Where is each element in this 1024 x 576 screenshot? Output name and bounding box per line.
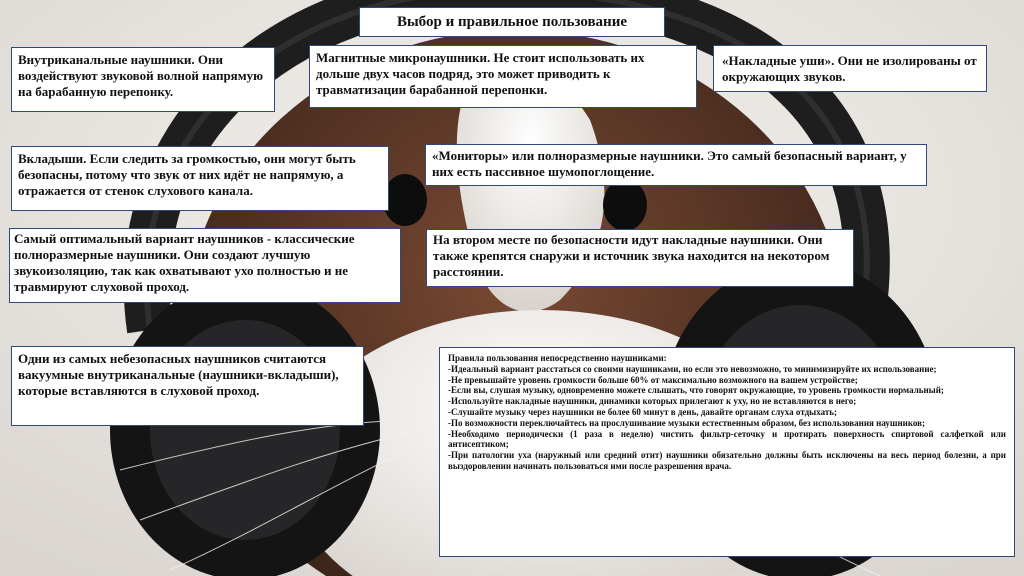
rules-item: -Слушайте музыку через наушники не более 60 минут в день, давайте органам слуха отдыхать; bbox=[448, 406, 838, 417]
rules-item: -Не превышайте уровень громкости больше 60% от максимально возможного на вашем устройстве; bbox=[448, 374, 858, 385]
text-box-on-ear-ears: «Накладные уши». Они не изолированы от окружающих звуков. bbox=[713, 45, 987, 92]
text-box-earbuds: Вкладыши. Если следить за громкостью, они могут быть безопасны, потому что звук от них идёт не напрямую, а отражается от стенок слухового канала. bbox=[11, 146, 389, 211]
rules-heading: Правила пользования непосредственно наушниками: bbox=[448, 353, 667, 363]
rules-item: -По возможности переключайтесь на прослушивание музыки естественным образом, без использования наушников; bbox=[448, 417, 926, 428]
rules-item: -При патологии уха (наружный или средний отит) наушники обязательно должны быть исключены на весь период болезни, а при выздоровлении начинать пользоваться ими после разрешения врача. bbox=[448, 450, 1006, 471]
text-box-in-canal-headphones: Внутриканальные наушники. Они воздействуют звуковой волной напрямую на барабанную перепонку. bbox=[11, 47, 275, 112]
rules-item: -Используйте накладные наушники, динамики которых прилегают к уху, но не вставляются в него; bbox=[448, 396, 857, 407]
text-box-optimal-choice: Самый оптимальный вариант наушников - классические полноразмерные наушники. Они создают лучшую звукоизоляцию, так как охватывают ухо полностью и не травмируют слуховой проход. bbox=[9, 228, 401, 303]
text-box-monitors: «Мониторы» или полноразмерные наушники. Это самый безопасный вариант, у них есть пассивное шумопоглощение. bbox=[425, 144, 927, 186]
rules-item: -Необходимо периодически (1 раза в неделю) чистить фильтр-сеточку и протирать поверхность спиртовой салфеткой или антисептиком; bbox=[448, 428, 1006, 450]
text-box-second-safest: На втором месте по безопасности идут накладные наушники. Они также крепятся снаружи и источник звука находится на некотором расстоянии. bbox=[426, 229, 854, 287]
slide-title: Выбор и правильное пользование bbox=[359, 7, 665, 37]
text-box-magnetic-micro-headphones: Магнитные микронаушники. Не стоит использовать их дольше двух часов подряд, это может приводить к травматизации барабанной перепонки. bbox=[309, 45, 697, 108]
rules-item: -Если вы, слушая музыку, одновременно можете слышать, что говорят окружающие, то уровень громкости нормальный; bbox=[448, 385, 944, 396]
rules-item: -Идеальный вариант расстаться со своими наушниками, но если это невозможно, то минимизируйте их использование; bbox=[448, 363, 937, 374]
rules-box bbox=[439, 347, 1015, 557]
text-box-most-unsafe: Одни из самых небезопасных наушников считаются вакуумные внутриканальные (наушники-вкладыши), которые вставляются в слуховой проход. bbox=[11, 346, 364, 426]
